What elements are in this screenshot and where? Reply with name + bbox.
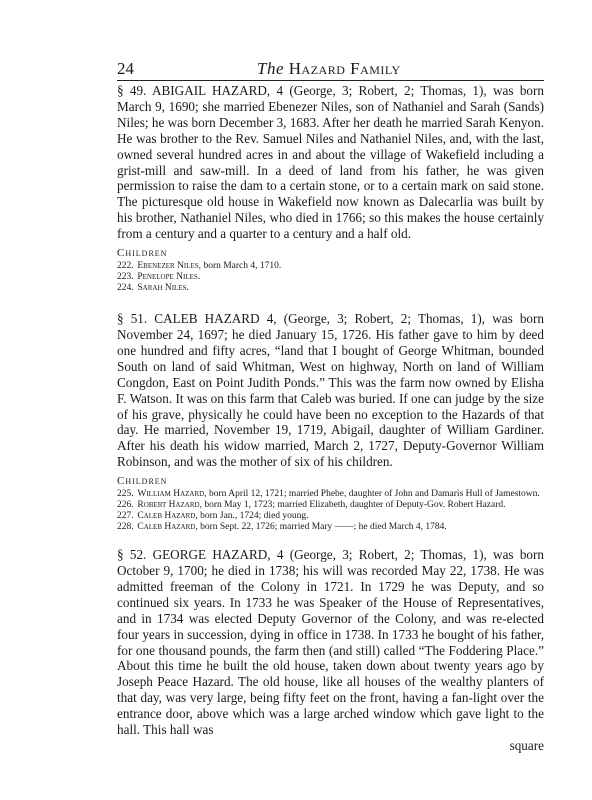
section-spacer — [117, 533, 544, 547]
child-name: Caleb Hazard, — [137, 511, 198, 522]
child-entry — [117, 489, 544, 500]
child-details: born May 1, 1723; married Elizabeth, daughter of Deputy-Gov. Robert Hazard. — [204, 500, 506, 511]
child-name: Caleb Hazard, — [137, 522, 198, 533]
page-number: 24 — [117, 59, 134, 78]
child-details: born Jan., 1724; died young. — [200, 511, 309, 522]
child-number: 222. — [117, 261, 134, 272]
child-name: William Hazard, — [137, 489, 207, 500]
section-51-children-list — [117, 489, 544, 533]
child-entry — [117, 272, 544, 283]
running-header — [117, 59, 544, 81]
child-details: born Sept. 22, 1726; married Mary ——; he died March 4, 1784. — [200, 522, 447, 533]
child-number: 223. — [117, 272, 134, 283]
page-body — [117, 83, 544, 754]
child-entry — [117, 283, 544, 294]
section-49-children-heading: Children — [117, 247, 168, 260]
section-51-paragraph: § 51. CALEB HAZARD 4, (George, 3; Robert, 2; Thomas, 1), was born November 24, 1697; he died January 15, 1726. His father gave to him by deed one hundred and fifty acres, “land that I bought of George Whitman, bounded South on land of said Whitman, West on highway, North on land of William Congdon, East on Point Judith Ponds.” This was the farm now owned by Elisha F. Watson. It was on this farm that Caleb was buried. If one can judge by the size of his grave, physically he could have been no exception to the Hazards of that day. He married, November 19, 1719, Abigail, daughter of William Gardiner. After his death his widow married, March 2, 1727, Deputy-Governor William Robinson, and was the mother of six of his children. — [117, 311, 544, 470]
section-49-children-list — [117, 261, 544, 294]
child-details: born April 12, 1721; married Phebe, daughter of John and Damaris Hull of Jamestown. — [208, 489, 540, 500]
section-51-children-heading: Children — [117, 475, 168, 488]
child-entry — [117, 511, 544, 522]
section-spacer — [117, 294, 544, 311]
child-entry — [117, 522, 544, 533]
child-number: 225. — [117, 489, 134, 500]
child-name: Robert Hazard, — [137, 500, 202, 511]
child-entry — [117, 261, 544, 272]
child-number: 226. — [117, 500, 134, 511]
child-name: Sarah Niles. — [137, 283, 189, 294]
child-name: Penelope Niles. — [137, 272, 201, 283]
section-51 — [117, 311, 544, 533]
child-number: 224. — [117, 283, 134, 294]
running-title — [257, 59, 401, 79]
child-entry — [117, 500, 544, 511]
catchword: square — [509, 738, 544, 753]
section-52-paragraph: § 52. GEORGE HAZARD, 4 (George, 3; Robert, 2; Thomas, 1), was born October 9, 1700; he died in 1738; his will was recorded May 22, 1738. He was admitted freeman of the Colony in 1721. In 1729 he was Deputy, and so continued six years. In 1733 he was Speaker of the House of Representatives, and in 1734 was elected Deputy Governor of the Colony, and was re-elected four years in succession, dying in office in 1738. In 1733 he bought of his father, for one thousand pounds, the farm then (and still) called “The Foddering Place.” About this time he built the old house, taken down about twenty years ago by Joseph Peace Hazard. The old house, like all houses of the wealthy planters of that day, was very large, being fifty feet on the front, having a fan-light over the entrance door, above which was a large arched window which gave light to the hall. This hall was — [117, 547, 544, 738]
section-49 — [117, 83, 544, 294]
header-rule — [117, 80, 544, 81]
child-number: 227. — [117, 511, 134, 522]
child-details: born March 4, 1710. — [203, 261, 282, 272]
child-number: 228. — [117, 522, 134, 533]
child-name: Ebenezer Niles, — [137, 261, 202, 272]
section-52 — [117, 547, 544, 754]
running-title-the: The — [257, 59, 284, 78]
running-title-rest: Hazard Family — [288, 59, 401, 78]
section-49-paragraph: § 49. ABIGAIL HAZARD, 4 (George, 3; Robert, 2; Thomas, 1), was born March 9, 1690; she married Ebenezer Niles, son of Nathaniel and Sarah (Sands) Niles; he was born December 3, 1683. After her death he married Sarah Kenyon. He was brother to the Rev. Samuel Niles and Nathaniel Niles, and, with the last, owned several hundred acres in and about the village of Wakefield including a grist-mill and saw-mill. In a deed of land from his father, he was given permission to raise the dam to a certain stone, or to a certain mark on said stone. The picturesque old house in Wakefield now known as Dalecarlia was built by his brother, Nathaniel Niles, who died in 1766; so this makes the house certainly from a century and a quarter to a century and a half old. — [117, 83, 544, 242]
